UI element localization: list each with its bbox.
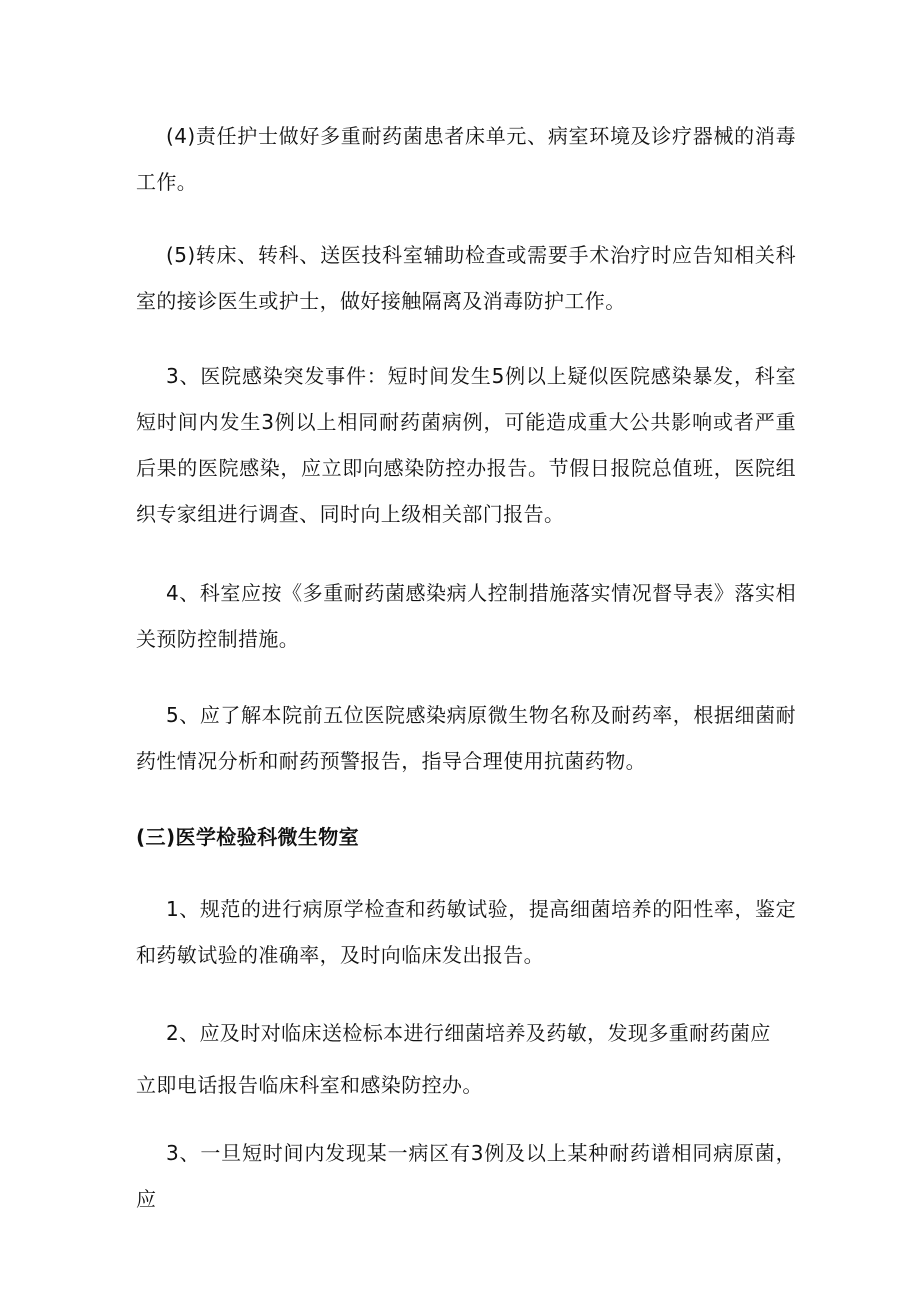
paragraph-lab-standards: 1、规范的进行病原学检查和药敏试验，提高细菌培养的阳性率，鉴定和药敏试验的准确率，及时向临床发出报告。 [136, 897, 796, 967]
paragraph-outbreak-report: 3、医院感染突发事件：短时间发生5例以上疑似医院感染暴发，科室短时间内发生3例以上相同耐药菌病例，可能造成重大公共影响或者严重后果的医院感染，应立即向感染防控办报告。节假日报院总值班，医院组织专家组进行调查、同时向上级相关部门报告。 [136, 364, 796, 526]
paragraph-item-4: (4)责任护士做好多重耐药菌患者床单元、病室环境及诊疗器械的消毒工作。 [136, 124, 796, 194]
paragraph-item-5: (5)转床、转科、送医技科室辅助检查或需要手术治疗时应告知相关科室的接诊医生或护士，做好接触隔离及消毒防护工作。 [136, 243, 796, 313]
paragraph-cluster-detection: 3、一旦短时间内发现某一病区有3例及以上某种耐药谱相同病原菌，应 [136, 1141, 796, 1211]
section-heading-microbiology-lab: (三)医学检验科微生物室 [136, 825, 360, 849]
paragraph-supervision-form: 4、科室应按《多重耐药菌感染病人控制措施落实情况督导表》落实相关预防控制措施。 [136, 581, 796, 651]
paragraph-lab-reporting-line-2: 立即电话报告临床科室和感染防控办。 [136, 1073, 483, 1097]
paragraph-pathogen-resistance: 5、应了解本院前五位医院感染病原微生物名称及耐药率，根据细菌耐药性情况分析和耐药预警报告，指导合理使用抗菌药物。 [136, 703, 796, 773]
paragraph-lab-reporting-line-1: 2、应及时对临床送检标本进行细菌培养及药敏，发现多重耐药菌应 [166, 1021, 771, 1045]
